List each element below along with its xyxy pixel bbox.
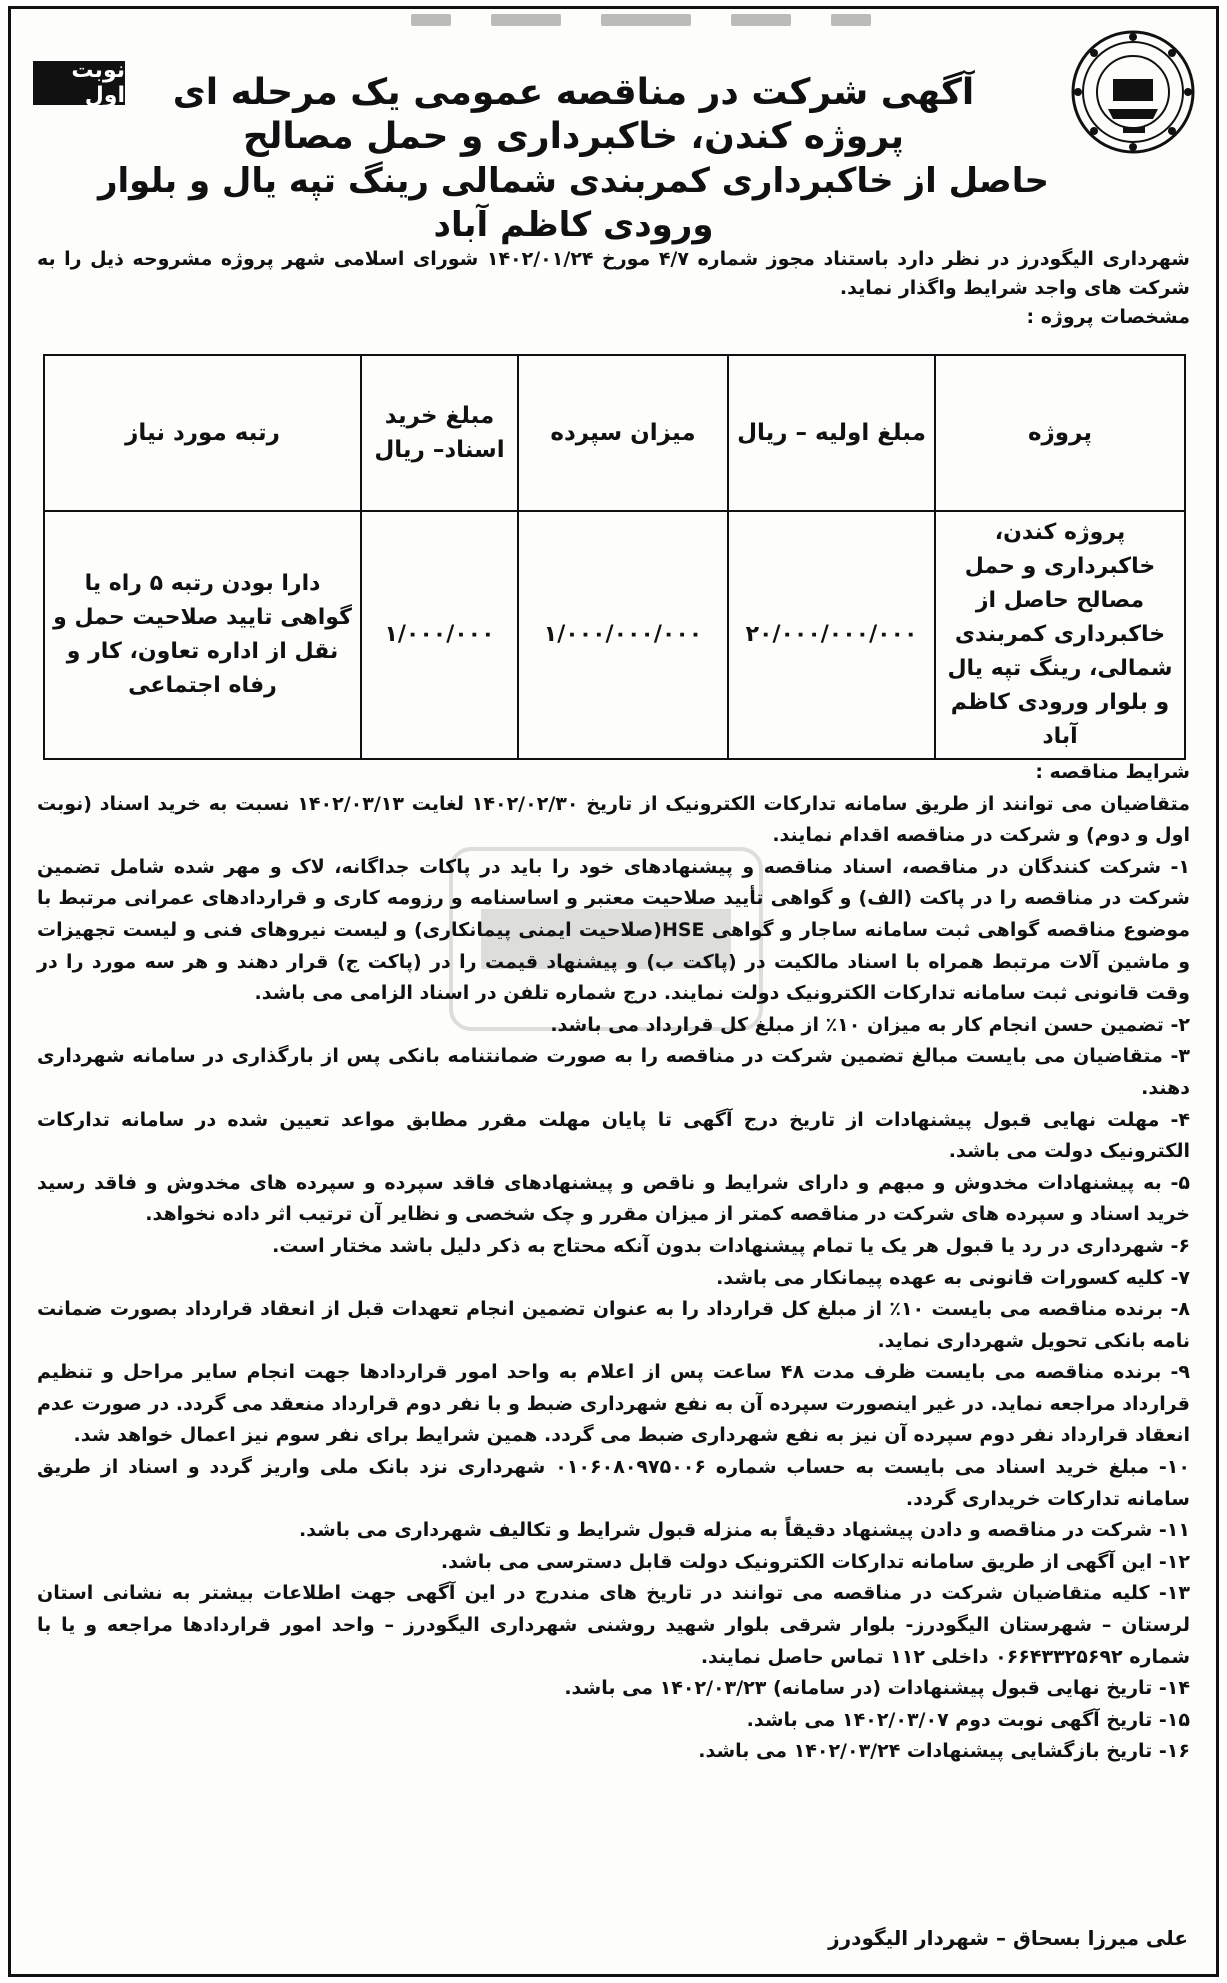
condition-item: ۱۲- این آگهی از طریق سامانه تدارکات الکترونیک دولت قابل دسترسی می باشد. bbox=[440, 1550, 1190, 1573]
condition-item: ۱۶- تاریخ بازگشایی پیشنهادات ۱۴۰۲/۰۳/۲۴ می باشد. bbox=[698, 1740, 1190, 1763]
issue-badge: نوبت اول bbox=[33, 61, 125, 105]
condition-item: ۱۱- شرکت در مناقصه و دادن پیشنهاد دقیقاً به منزله قبول شرایط و تکالیف شهرداری می باشد. bbox=[298, 1519, 1190, 1542]
conditions-intro: متقاضیان می توانند از طریق سامانه تدارکات الکترونیک از تاریخ ۱۴۰۲/۰۲/۳۰ لغایت ۱۴۰۲/۰۳/۱۳ نسبت به خرید اسناد (نوبت اول و دوم) و شرکت در مناقصه اقدام نمایند. bbox=[37, 792, 1190, 847]
condition-item: ۵- به پیشنهادات مخدوش و مبهم و دارای شرایط و ناقص و پیشنهادهای فاقد سپرده و سپرده های مخدوش و فاقد رسید خرید اسناد و سپرده های شرکت در مناقصه کمتر از میزان مقرر و چک شخصی و نظایر آن ترتیب اثر داده نخواهد. bbox=[37, 1171, 1190, 1226]
signature: علی میرزا بسحاق – شهردار الیگودرز bbox=[828, 1926, 1188, 1950]
condition-item: ۳- متقاضیان می بایست مبالغ تضمین شرکت در مناقصه را به صورت ضمانتنامه بانکی پس از بارگذاری در سامانه شهرداری دهند. bbox=[37, 1045, 1190, 1099]
header-deposit: میزان سپرده bbox=[518, 355, 728, 511]
condition-item: ۱۰- مبلغ خرید اسناد می بایست به حساب شماره ۰۱۰۶۰۸۰۹۷۵۰۰۶ شهرداری نزد بانک ملی واریز گردد و اسناد از طریق سامانه تدارکات خریداری گردد. bbox=[37, 1456, 1190, 1510]
header-doc-price: مبلغ خرید اسناد– ریال bbox=[361, 355, 518, 511]
condition-item: ۱۵- تاریخ آگهی نوبت دوم ۱۴۰۲/۰۳/۰۷ می باشد. bbox=[746, 1708, 1190, 1731]
cell-deposit: ۱/۰۰۰/۰۰۰/۰۰۰ bbox=[518, 511, 728, 759]
title-block bbox=[91, 71, 1056, 247]
condition-item: ۹- برنده مناقصه می بایست ظرف مدت ۴۸ ساعت پس از اعلام به واحد امور قراردادها جهت انجام سایر مراحل و تنظیم قرارداد مراجعه نماید. در غیر اینصورت سپرده آن به نفع شهرداری ضبط و با نفر دوم قرارداد منعقد می گردد. در صورت عدم انعقاد قرارداد نفر دوم سپرده آن نیز به نفع شهرداری ضبط می گردد. همین شرایط برای نفر سوم نیز اعمال خواهد شد. bbox=[37, 1361, 1190, 1447]
header-initial-amount: مبلغ اولیه – ریال bbox=[728, 355, 935, 511]
condition-item: ۶- شهرداری در رد یا قبول هر یک یا تمام پیشنهادات بدون آنکه محتاج به ذکر دلیل باشد مختار است. bbox=[272, 1234, 1190, 1257]
intro-section bbox=[37, 245, 1190, 332]
cell-project: پروژه کندن، خاکبرداری و حمل مصالح حاصل از خاکبرداری کمربندی شمالی، رینگ تپه یال و بلوار ورودی کاظم آباد bbox=[935, 511, 1185, 759]
conditions-label: شرایط مناقصه : bbox=[1035, 761, 1190, 783]
title-line-2: پروژه کندن، خاکبرداری و حمل مصالح bbox=[242, 116, 905, 157]
condition-item: ۸- برنده مناقصه می بایست ۱۰٪ از مبلغ کل قرارداد را به عنوان تضمین انجام تعهدات قبل از انعقاد قرارداد بصورت ضمانت نامه بانکی تحویل شهرداری نماید. bbox=[37, 1298, 1190, 1352]
condition-item: ۱- شرکت کنندگان در مناقصه، اسناد مناقصه و پیشنهادهای خود را باید در پاکات جداگانه، لاک و مهر شده شامل تضمین شرکت در مناقصه را در پاکت (الف) و گواهی تأیید صلاحیت معتبر و اساسنامه و رزومه کاری و قراردادهای عمرانی مرتبط با موضوع مناقصه گواهی ثبت سامانه ساجار و گواهی HSE(صلاحیت ایمنی پیمانکاری) و لیست نیروهای فنی و لیست تجهیزات و ماشین آلات مرتبط همراه با اسناد مالکیت در (پاکت ب) و پیشنهاد قیمت را در (پاکت ج) قرار دهند و هر سه مورد را در وقت قانونی ثبت سامانه تدارکات الکترونیک دولت نمایند. درج شماره تلفن در اسناد الزامی می باشد. bbox=[37, 855, 1190, 1005]
title-line-3: حاصل از خاکبرداری کمربندی شمالی رینگ تپه یال و بلوار ورودی کاظم آباد bbox=[97, 161, 1050, 245]
intro-text: شهرداری الیگودرز در نظر دارد باستناد مجوز شماره ۴/۷ مورخ ۱۴۰۲/۰۱/۲۴ شورای اسلامی شهر پروژه مشروحه ذیل را به شرکت های واجد شرایط واگذار نماید. bbox=[37, 248, 1190, 299]
table-header-row bbox=[44, 355, 1185, 511]
condition-item: ۱۴- تاریخ نهایی قبول پیشنهادات (در سامانه) ۱۴۰۲/۰۳/۲۳ می باشد. bbox=[564, 1677, 1190, 1700]
municipality-seal-icon bbox=[1068, 27, 1198, 157]
condition-item: ۷- کلیه کسورات قانونی به عهده پیمانکار می باشد. bbox=[716, 1266, 1190, 1289]
title-line-1: آگهی شرکت در مناقصه عمومی یک مرحله ای bbox=[172, 72, 975, 113]
project-table bbox=[43, 354, 1186, 760]
header-grade: رتبه مورد نیاز bbox=[44, 355, 361, 511]
cell-doc-price: ۱/۰۰۰/۰۰۰ bbox=[361, 511, 518, 759]
conditions-section bbox=[37, 757, 1190, 1768]
specs-label: مشخصات پروژه : bbox=[1026, 306, 1190, 328]
condition-item: ۲- تضمین حسن انجام کار به میزان ۱۰٪ از مبلغ کل قرارداد می باشد. bbox=[550, 1013, 1190, 1036]
header-strip bbox=[261, 9, 1021, 31]
advertisement-page bbox=[8, 6, 1219, 1977]
table-row bbox=[44, 511, 1185, 759]
cell-grade: دارا بودن رتبه ۵ راه یا گواهی تایید صلاحیت حمل و نقل از اداره تعاون، کار و رفاه اجتماعی bbox=[44, 511, 361, 759]
cell-initial-amount: ۲۰/۰۰۰/۰۰۰/۰۰۰ bbox=[728, 511, 935, 759]
header-project: پروژه bbox=[935, 355, 1185, 511]
condition-item: ۱۳- کلیه متقاضیان شرکت در مناقصه می توانند در تاریخ های مندرج در این آگهی جهت اطلاعات بیشتر به نشانی استان لرستان – شهرستان الیگودرز- بلوار شرقی بلوار شهید روشنی شهرداری الیگودرز – واحد امور قراردادها مراجعه و یا با شماره ۰۶۶۴۳۳۲۵۶۹۲ داخلی ۱۱۲ تماس حاصل نمایند. bbox=[37, 1582, 1190, 1668]
condition-item: ۴- مهلت نهایی قبول پیشنهادات از تاریخ درج آگهی تا پایان مهلت مقرر مطابق مواعد تعیین شده در سامانه تدارکات الکترونیک دولت می باشد. bbox=[37, 1108, 1190, 1163]
